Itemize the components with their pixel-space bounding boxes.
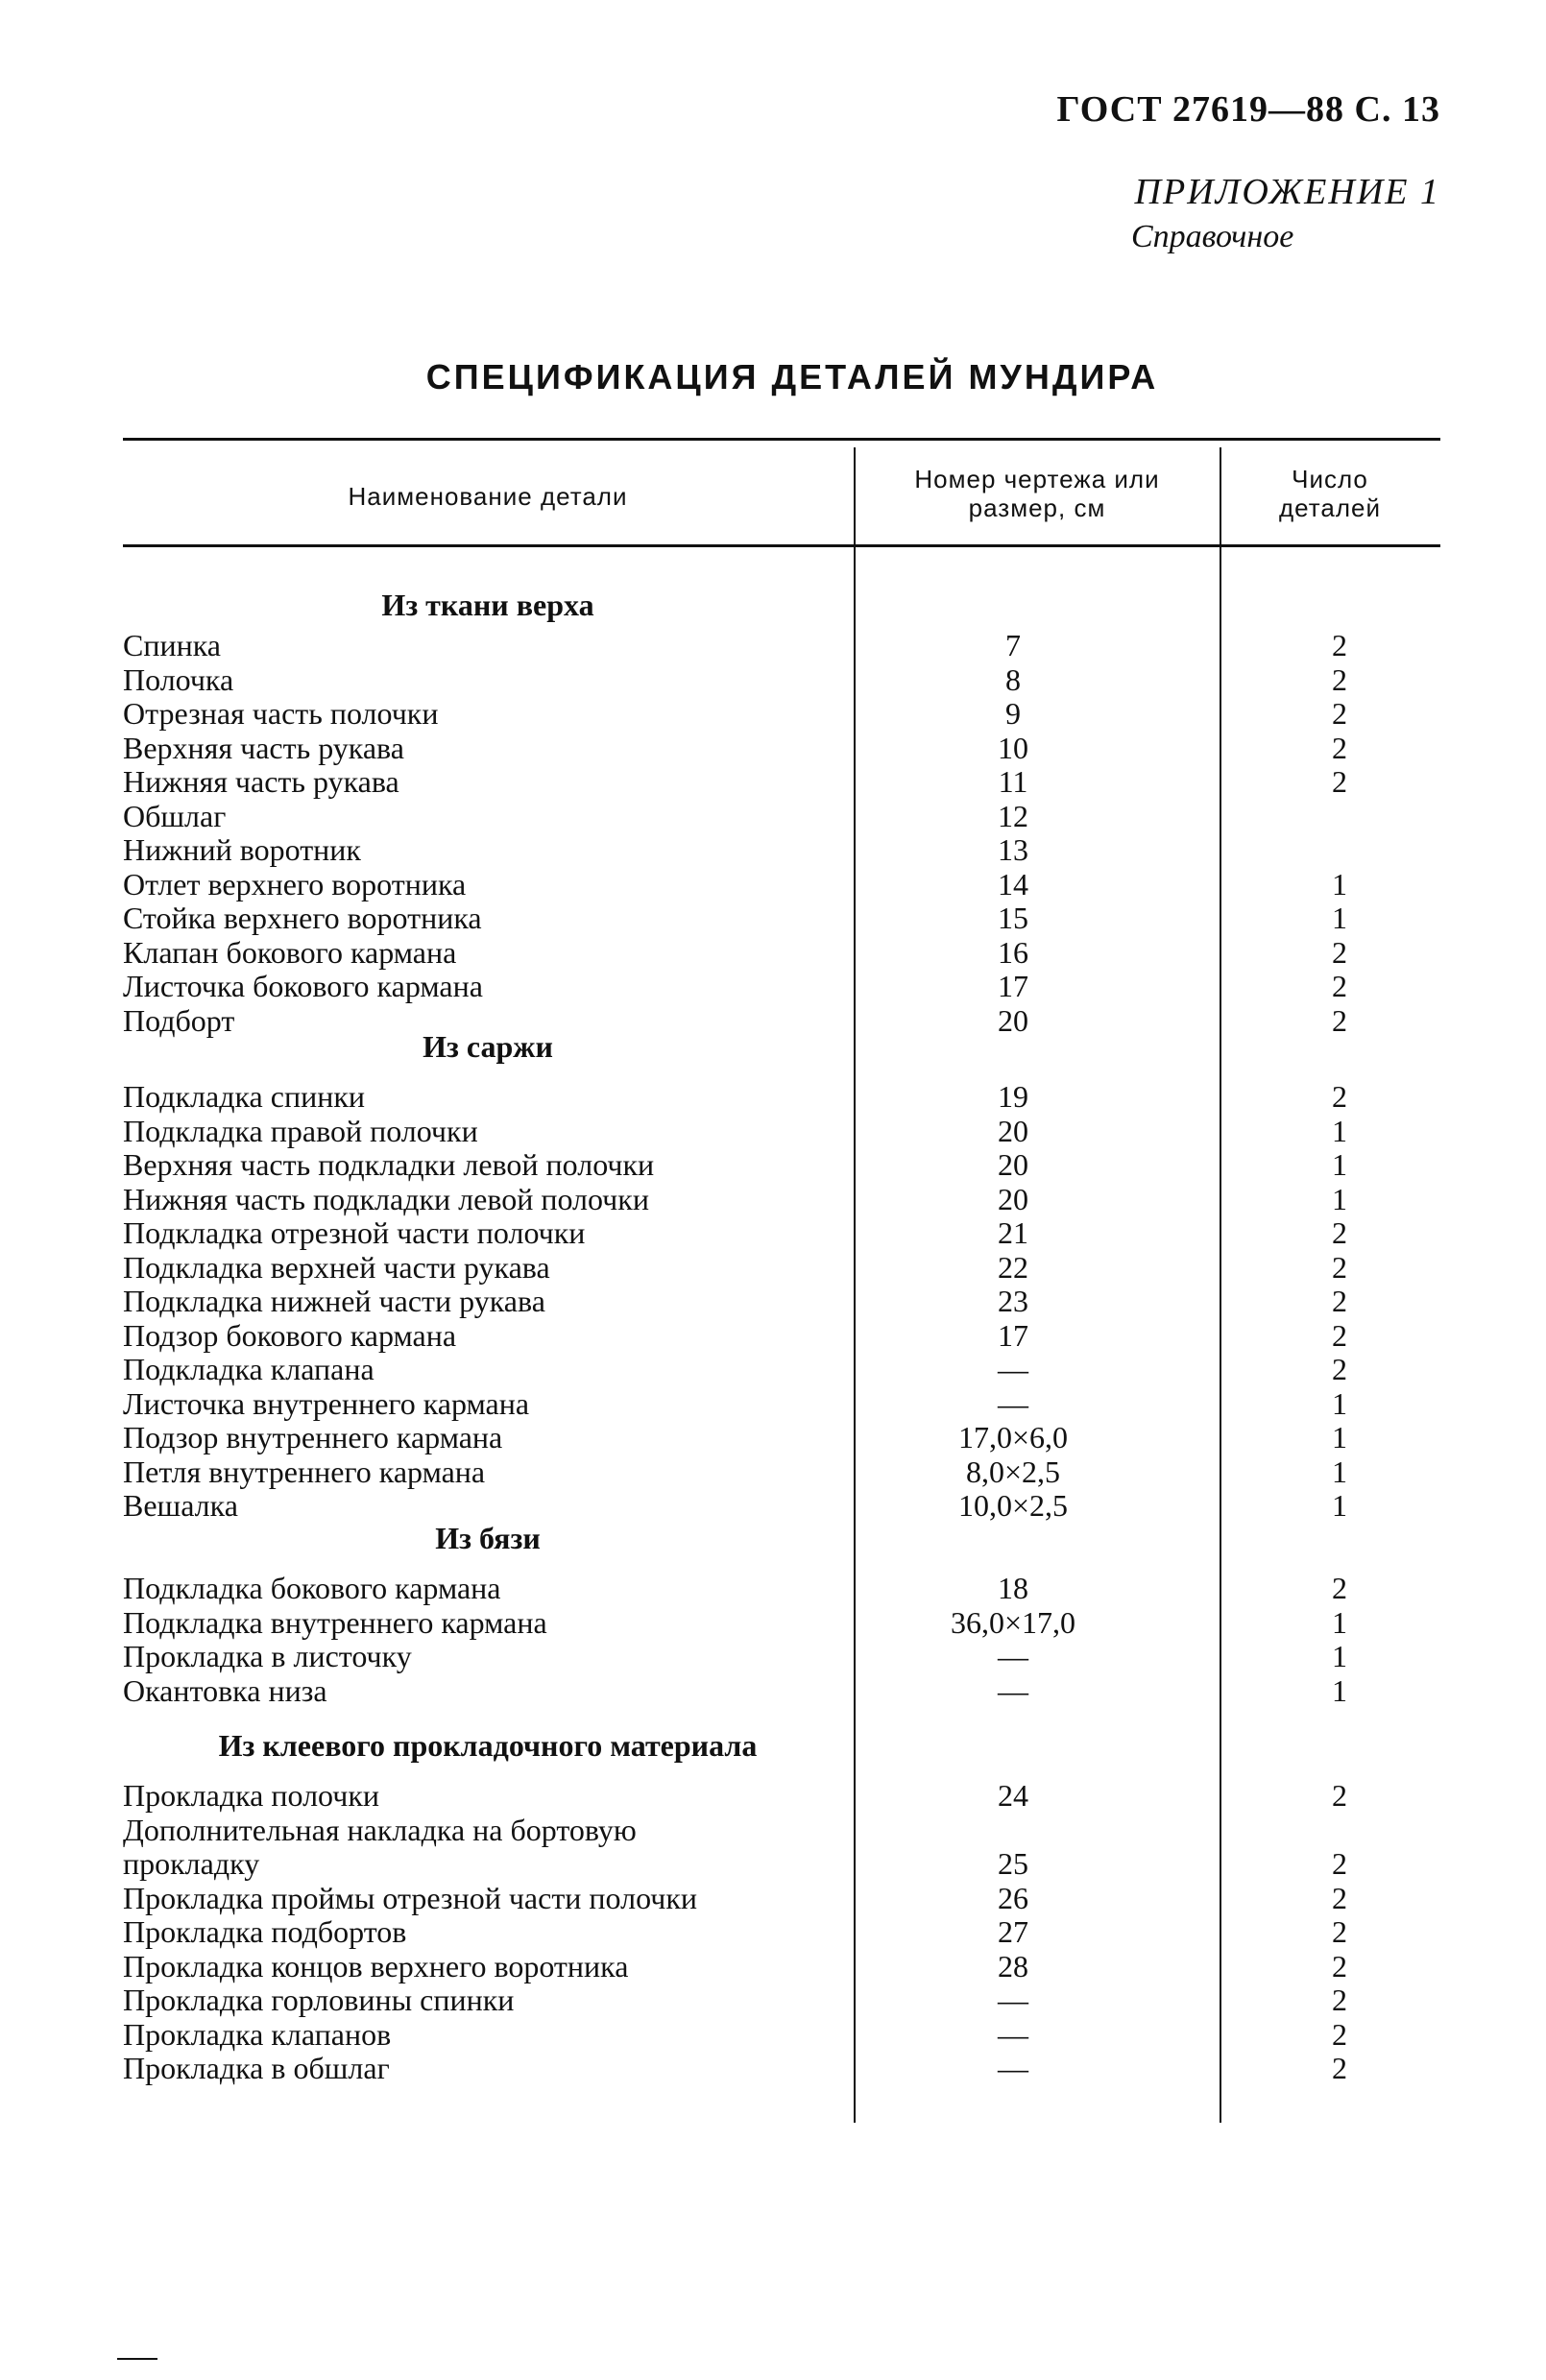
drawing-number: 13 <box>998 832 1028 867</box>
detail-name: Подкладка спинки <box>123 1079 365 1114</box>
drawing-number: 17 <box>998 1317 1028 1353</box>
detail-count: 2 <box>1332 1571 1347 1605</box>
table-row <box>0 1639 1546 1673</box>
table-row <box>0 1881 1546 1915</box>
document-header: ГОСТ 27619—88 С. 13 <box>1056 89 1440 130</box>
detail-name: Прокладка в листочку <box>123 1639 412 1673</box>
detail-name: Листочка бокового кармана <box>123 969 483 1003</box>
detail-count: 2 <box>1332 628 1347 662</box>
drawing-number: 8,0×2,5 <box>965 1454 1061 1489</box>
detail-name: Подборт <box>123 1002 235 1038</box>
detail-name: Подкладка внутреннего кармана <box>123 1604 547 1640</box>
detail-count: 1 <box>1332 901 1347 935</box>
table-row <box>0 1182 1546 1216</box>
detail-name: Нижняя часть подкладки левой полочки <box>123 1181 649 1216</box>
drawing-number: 16 <box>998 934 1028 970</box>
detail-count: 2 <box>1332 1352 1347 1386</box>
detail-name: Прокладка подбортов <box>123 1914 407 1949</box>
drawing-number: 20 <box>998 1181 1028 1216</box>
detail-name: Подзор внутреннего кармана <box>123 1420 503 1454</box>
section-title: Из ткани верха <box>381 588 594 622</box>
table-row <box>0 1250 1546 1285</box>
table-row <box>0 662 1546 697</box>
drawing-number: 7 <box>1005 628 1021 662</box>
drawing-number: 36,0×17,0 <box>950 1604 1076 1640</box>
page-title: СПЕЦИФИКАЦИЯ ДЕТАЛЕЙ МУНДИРА <box>425 357 1159 397</box>
table-row <box>0 935 1546 970</box>
detail-name: Прокладка в обшлаг <box>123 2051 390 2085</box>
drawing-number: 20 <box>998 1002 1028 1038</box>
detail-name: Спинка <box>123 628 221 662</box>
table-row <box>0 901 1546 935</box>
detail-count: 1 <box>1332 1147 1347 1182</box>
drawing-number: — <box>998 1983 1028 2017</box>
detail-count: 1 <box>1332 1488 1347 1523</box>
drawing-number: 8 <box>1005 661 1021 697</box>
detail-name: Подкладка нижней части рукава <box>123 1284 545 1318</box>
table-row <box>0 1949 1546 1983</box>
detail-count: 2 <box>1332 1778 1347 1813</box>
table-row <box>0 1571 1546 1605</box>
detail-name: Окантовка низа <box>123 1672 327 1708</box>
column-header-number: Номер чертежа или размер, см <box>914 465 1160 522</box>
detail-name: Нижняя часть рукава <box>123 764 399 799</box>
detail-count: 2 <box>1332 1948 1347 1983</box>
table-row <box>0 1605 1546 1640</box>
detail-name: Верхняя часть подкладки левой полочки <box>123 1147 655 1182</box>
detail-count: 2 <box>1332 1002 1347 1038</box>
table-row <box>0 764 1546 799</box>
detail-name: Прокладка проймы отрезной части полочки <box>123 1880 698 1915</box>
detail-name: Подкладка отрезной части полочки <box>123 1215 586 1250</box>
detail-name: Отлет верхнего воротника <box>123 866 467 902</box>
detail-count: 2 <box>1332 1249 1347 1285</box>
table-row <box>0 1147 1546 1182</box>
detail-count: 2 <box>1332 1215 1347 1250</box>
detail-count: 1 <box>1332 1113 1347 1148</box>
drawing-number: 20 <box>998 1113 1028 1148</box>
table-row <box>0 628 1546 662</box>
table-row <box>0 1778 1546 1813</box>
drawing-number: — <box>998 1639 1028 1673</box>
table-row <box>0 2017 1546 2052</box>
detail-count: 2 <box>1332 661 1347 697</box>
detail-name: Полочка <box>123 661 234 697</box>
detail-name: Подкладка правой полочки <box>123 1113 478 1148</box>
detail-count: 2 <box>1332 969 1347 1003</box>
table-row <box>0 1114 1546 1148</box>
section-title: Из клеевого прокладочного материала <box>218 1728 758 1763</box>
table-row <box>0 1983 1546 2017</box>
section-title: Из бязи <box>435 1521 541 1555</box>
detail-count: 2 <box>1332 764 1347 799</box>
detail-name: Подкладка клапана <box>123 1352 374 1386</box>
footnote-rule <box>117 2358 157 2360</box>
detail-count: 2 <box>1332 1880 1347 1915</box>
drawing-number: 10,0×2,5 <box>957 1488 1069 1523</box>
table-row <box>0 731 1546 765</box>
drawing-number: 20 <box>998 1147 1028 1182</box>
detail-count: 2 <box>1332 2051 1347 2085</box>
drawing-number: — <box>998 1385 1028 1421</box>
detail-name: Прокладка клапанов <box>123 2016 392 2052</box>
detail-name: Подзор бокового кармана <box>123 1317 457 1353</box>
detail-count: 1 <box>1332 1604 1347 1640</box>
detail-count: 2 <box>1332 1846 1347 1881</box>
table-row <box>0 1386 1546 1421</box>
drawing-number: 27 <box>998 1914 1028 1949</box>
detail-name-continuation: прокладку <box>123 1846 260 1881</box>
table-row <box>0 1284 1546 1318</box>
detail-count: 2 <box>1332 1983 1347 2017</box>
drawing-number: 15 <box>998 901 1028 935</box>
detail-name: Листочка внутреннего кармана <box>123 1385 530 1421</box>
drawing-number: 9 <box>1005 696 1021 731</box>
drawing-number: 17 <box>998 969 1028 1003</box>
drawing-number: — <box>998 2051 1028 2085</box>
drawing-number: — <box>998 2016 1028 2052</box>
drawing-number: 12 <box>998 798 1028 833</box>
drawing-number: 11 <box>998 764 1028 799</box>
detail-count: 1 <box>1332 1181 1347 1216</box>
table-row <box>0 1673 1546 1708</box>
detail-name: Прокладка полочки <box>123 1778 379 1813</box>
table-top-rule <box>123 438 1440 441</box>
drawing-number: — <box>998 1352 1028 1386</box>
detail-name: Прокладка концов верхнего воротника <box>123 1948 629 1983</box>
detail-count: 1 <box>1332 1420 1347 1454</box>
appendix-type: Справочное <box>1131 219 1294 254</box>
detail-count: 2 <box>1332 730 1347 765</box>
detail-name: Стойка верхнего воротника <box>123 901 482 935</box>
table-row <box>0 696 1546 731</box>
drawing-number: 24 <box>998 1778 1028 1813</box>
table-row <box>0 1488 1546 1523</box>
detail-count: 2 <box>1332 1079 1347 1114</box>
detail-count: 2 <box>1332 2016 1347 2052</box>
detail-count: 1 <box>1332 1639 1347 1673</box>
drawing-number: 28 <box>998 1948 1028 1983</box>
drawing-number: 26 <box>998 1880 1028 1915</box>
table-row <box>0 832 1546 867</box>
detail-name: Подкладка бокового кармана <box>123 1571 501 1605</box>
drawing-number: 19 <box>998 1079 1028 1114</box>
detail-count: 2 <box>1332 1317 1347 1353</box>
drawing-number: 22 <box>998 1249 1028 1285</box>
column-header-name: Наименование детали <box>348 482 628 511</box>
detail-count: 1 <box>1332 866 1347 902</box>
appendix-label: ПРИЛОЖЕНИЕ 1 <box>1134 172 1440 212</box>
detail-count: 1 <box>1332 1454 1347 1489</box>
detail-name: Дополнительная накладка на бортовую <box>123 1812 637 1847</box>
detail-count: 2 <box>1332 1284 1347 1318</box>
detail-name: Отрезная часть полочки <box>123 696 439 731</box>
drawing-number: — <box>998 1672 1028 1708</box>
table-row <box>0 1914 1546 1949</box>
table-row <box>0 799 1546 833</box>
table-row <box>0 969 1546 1003</box>
table-row <box>0 1215 1546 1250</box>
detail-name: Нижний воротник <box>123 832 361 867</box>
table-row <box>0 1352 1546 1386</box>
table-row <box>0 1454 1546 1489</box>
drawing-number: 25 <box>998 1846 1028 1881</box>
detail-count: 1 <box>1332 1672 1347 1708</box>
detail-name: Подкладка верхней части рукава <box>123 1249 550 1285</box>
detail-name: Вешалка <box>123 1488 238 1523</box>
detail-name: Петля внутреннего кармана <box>123 1454 486 1489</box>
drawing-number: 10 <box>998 730 1028 765</box>
column-header-count: Число деталей <box>1279 465 1381 522</box>
table-row <box>0 2051 1546 2085</box>
detail-count: 2 <box>1332 934 1347 970</box>
table-row <box>0 1812 1546 1881</box>
drawing-number: 23 <box>998 1284 1028 1318</box>
detail-name: Обшлаг <box>123 798 227 833</box>
drawing-number: 21 <box>998 1215 1028 1250</box>
detail-count: 2 <box>1332 696 1347 731</box>
table-header-rule <box>123 544 1440 547</box>
table-row <box>0 1079 1546 1114</box>
detail-name: Прокладка горловины спинки <box>123 1983 515 2017</box>
detail-count: 2 <box>1332 1914 1347 1949</box>
detail-name: Верхняя часть рукава <box>123 730 404 765</box>
detail-name: Клапан бокового кармана <box>123 934 457 970</box>
drawing-number: 18 <box>998 1571 1028 1605</box>
table-row <box>0 867 1546 902</box>
table-row <box>0 1420 1546 1454</box>
drawing-number: 14 <box>998 866 1028 902</box>
table-row <box>0 1318 1546 1353</box>
drawing-number: 17,0×6,0 <box>957 1420 1069 1454</box>
detail-count: 1 <box>1332 1385 1347 1421</box>
section-title: Из саржи <box>423 1029 553 1064</box>
